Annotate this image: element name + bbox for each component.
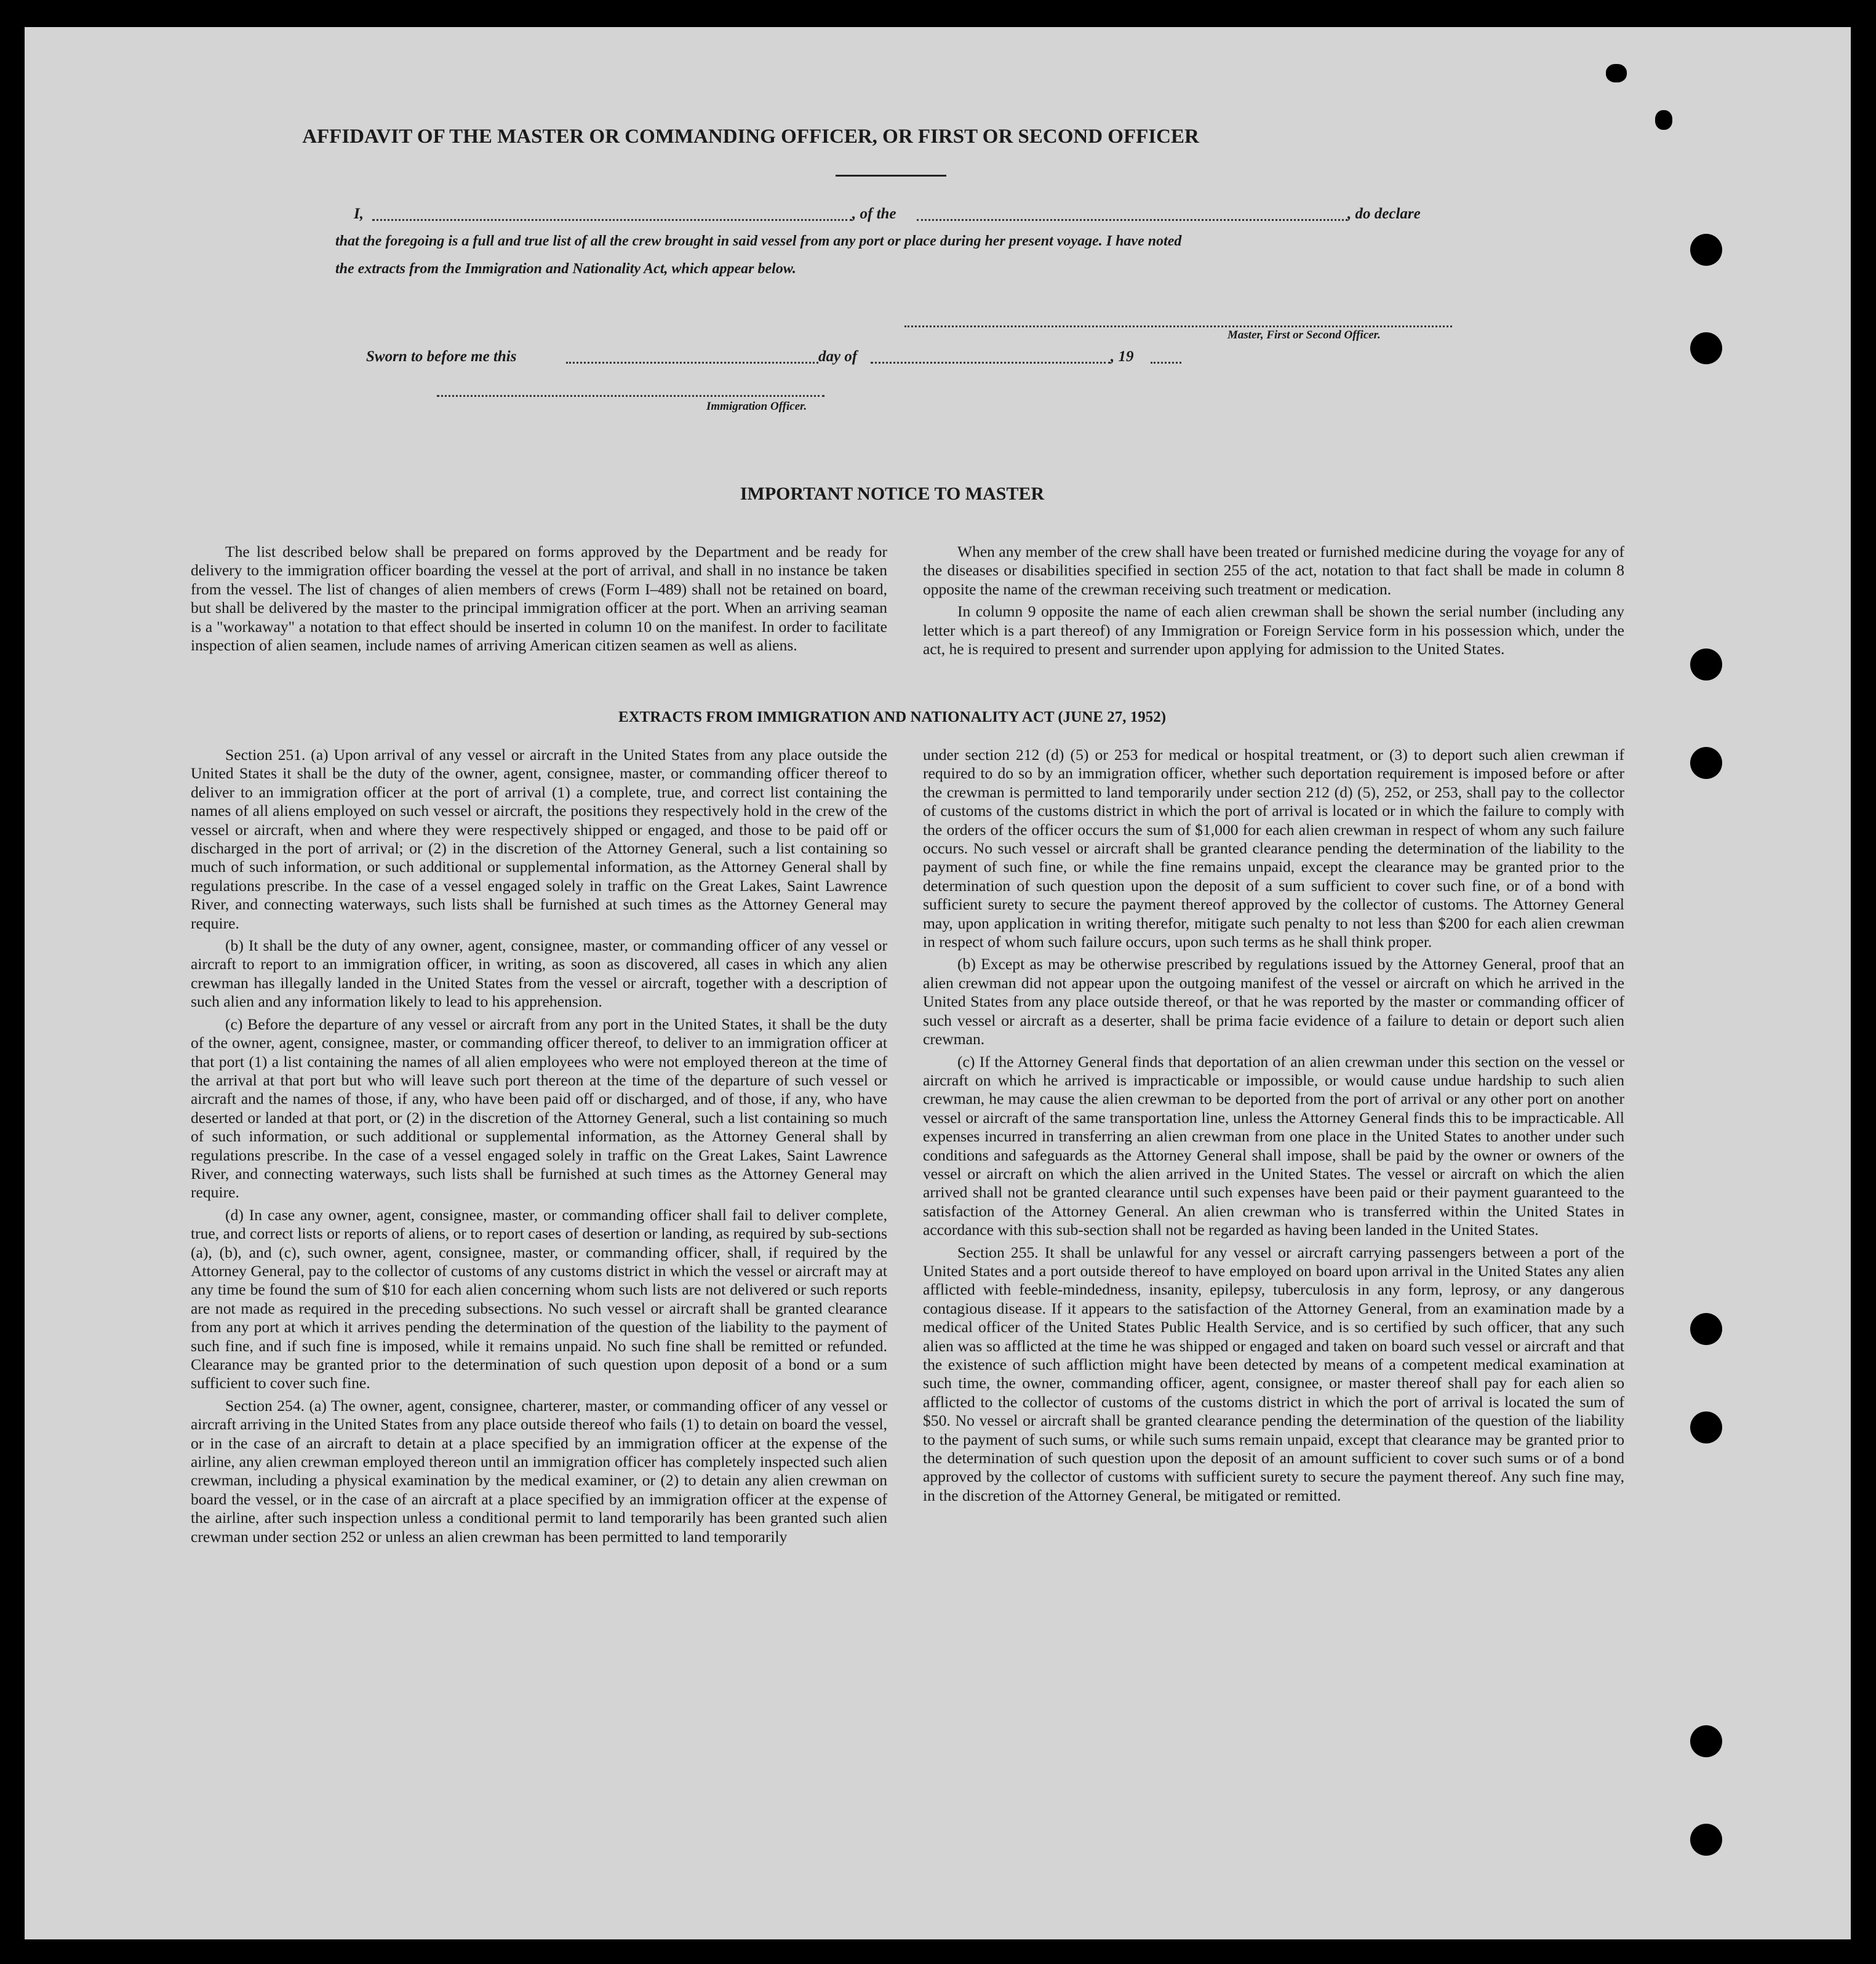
section-255: Section 255. It shall be unlawful for any vessel or aircraft carrying passengers between a port of the United States and a port outside thereof to have employed on board upon arrival in the United States any alien afflicted with feeble-mindedness, insanity, epilepsy, tuberculosis in any form, leprosy, or any dangerous contagious disease. If it appears to the satisfaction of the Attorney General, from an examination made by a medical officer of the United States Public Health Service, and is so certified by such officer, that any such alien was so afflicted at the time he was shipped or engaged and taken on board such vessel or aircraft and that the existence of such affliction might have been detected by means of a competent medical examination at such time, the owner, commanding officer, agent, consignee, or master thereof shall pay for each alien so afflicted to the collector of customs of the customs district in which the port of arrival is located the sum of $50. No vessel or aircraft shall be granted clearance pending the determination of the question of the liability to the payment of such sums, or while such sums remain unpaid, except that clearance may be granted prior to the determination of such question upon the deposit of an amount sufficient to cover such sums or of a bond approved by the collector of customs with sufficient surety to secure the payment thereof. Any such fine may, in the discretion of the Attorney General, be mitigated or remitted. [923,1243,1624,1504]
section-254-a-continued: under section 212 (d) (5) or 253 for medical or hospital treatment, or (3) to deport such alien crewman if required to do so by an immigration officer, whether such deportation requirement is imposed before or after the crewman is permitted to land temporarily under section 212 (d) (5), 252, or 253, shall pay to the collector of customs of the customs district in which the port of arrival is located or in which the failure to comply with the orders of the officer occurs the sum of $1,000 for each alien crewman in respect of whom any such failure occurs. No such vessel or aircraft shall be granted clearance pending the determination of the liability to the payment of such fine, or while the fine remains unpaid, except the clearance may be granted prior to the determination of such question upon the deposit of a sum sufficient to cover such fine, or of a bond with sufficient surety to secure the payment thereof approved by the collector of customs. The Attorney General may, upon application in writing therefor, mitigate such penalty to not less than $200 for each alien crewman in respect of whom such failure occurs, upon such terms as he shall think proper. [923,746,1624,951]
notice-left-text: The list described below shall be prepared on forms approved by the Department and be ready for delivery to the immigration officer boarding the vessel at the port of arrival, and shall in no instance be taken from the vessel. The list of changes of alien members of crews (Form I–489) shall not be retained on board, but shall be delivered by the master to the principal immigration officer at the port. When an arriving seaman is a "workaway" a notation to that effect should be inserted in column 10 on the manifest. In order to facilitate inspection of alien seamen, include names of arriving American citizen seamen as well as aliens. [191,543,887,655]
punch-hole [1690,649,1722,681]
section-251-c: (c) Before the departure of any vessel or aircraft from any port in the United States, it shall be the duty of the owner, agent, consignee, master, or commanding officer thereof, to deliver to an immigration officer at that port (1) a list containing the names of all alien employees who were not employed thereon at the time of the arrival at that port but who will leave such port thereon at the time of the departure of such vessel or aircraft and the names of those, if any, who have been paid off or discharged, and of those, if any, who have deserted or landed at that port, or (2) in the discretion of the Attorney General, such a list containing so much of such information, or such additional or supplemental information, as the Attorney General shall by regulations prescribe. In the case of a vessel engaged solely in traffic on the Great Lakes, Saint Lawrence River, and connecting waterways, such lists shall be furnished at such times as the Attorney General may require. [191,1015,887,1202]
punch-hole [1690,1725,1722,1757]
punch-hole [1690,234,1722,266]
affidavit-title: AFFIDAVIT OF THE MASTER OR COMMANDING OFFICER, OR FIRST OR SECOND OFFICER [302,126,1199,148]
of-the-label: , of the [852,206,896,222]
section-251-d: (d) In case any owner, agent, consignee, master, or commanding officer shall fail to deliver complete, true, and correct lists or reports of aliens, or to report cases of desertion or landing, as required by sub-sections (a), (b), and (c), such owner, agent, consignee, master, or commanding officer, shall, if required by the Attorney General, pay to the collector of customs of any customs district in which the vessel or aircraft may at any time be found the sum of $10 for each alien concerning whom such lists are not delivered or such reports are not made as required in the preceding subsections. No such vessel or aircraft shall be granted clearance from any port at which it arrives pending the determination of the question of the liability to the payment of such fine, and if such fine is imposed, while it remains unpaid. No such fine shall be remitted or refunded. Clearance may be granted prior to the determination of such question upon deposit of a bond or a sum sufficient to cover such fine. [191,1205,887,1392]
section-254-b: (b) Except as may be otherwise prescribed by regulations issued by the Attorney General, proof that an alien crewman did not appear upon the outgoing manifest of the vessel or aircraft on which he arrived in the United States from any place outside thereof, or that he was reported by the master or commanding officer of such vessel or aircraft as a deserter, shall be prima facie evidence of a failure to detain or deport such alien crewman. [923,955,1624,1048]
document-page [25,27,1851,1939]
punch-hole [1690,747,1722,779]
punch-hole [1690,332,1722,364]
ink-speck [1606,64,1627,82]
section-254-c: (c) If the Attorney General finds that deportation of an alien crewman under this section on the vessel or aircraft on which he arrived is impracticable or impossible, or would cause undue hardship to such alien crewman, he may cause the alien crewman to be deported from the port of arrival or any other port on another vessel or aircraft of the same transportation line, unless the Attorney General finds this to be impracticable. All expenses incurred in transferring an alien crewman from one place in the United States to another under such conditions and safeguards as the Attorney General shall impose, shall be paid by the owner or owners of the vessel or aircraft on which the alien arrived in the United States. The vessel or aircraft on which the alien arrived shall not be granted clearance until such expenses have been paid or their payment guaranteed to the satisfaction of the Attorney General. An alien crewman who is transferred within the United States in accordance with this sub-section shall not be regarded as having been landed in the United States. [923,1052,1624,1239]
name-blank[interactable] [372,219,852,221]
sworn-day-blank[interactable] [566,362,818,364]
notice-right-column [923,543,1624,662]
punch-hole [1690,1824,1722,1856]
year-label: , 19 [1111,348,1134,365]
extracts-title: EXTRACTS FROM IMMIGRATION AND NATIONALITY ACT (JUNE 27, 1952) [618,709,1167,725]
master-signature-blank[interactable] [904,325,1452,327]
ink-speck [1655,110,1672,130]
statement-line-1: that the foregoing is a full and true list of all the crew brought in said vessel from any port or place during her present voyage. I have noted [335,233,1182,249]
notice-left-paragraph [191,543,887,658]
do-declare-label: , do declare [1347,206,1421,222]
section-254-a: Section 254. (a) The owner, agent, consignee, charterer, master, or commanding officer of any vessel or aircraft arriving in the United States from any place outside thereof who fails (1) to detain on board the vessel, or in the case of an aircraft to detain at a place specified by an immigration officer at the expense of the airline, any alien crewman employed thereon until an immigration officer has completely inspected such alien crewman, including a physical examination by the medical examiner, or (2) to detain any alien crewman on board the vessel, or in the case of an aircraft at a place specified by an immigration officer at the expense of the airline, after such inspection unless a conditional permit to land temporarily has been granted such alien crewman under section 252 or unless an alien crewman has been permitted to land temporarily [191,1396,887,1546]
punch-hole [1690,1411,1722,1443]
section-251-b: (b) It shall be the duty of any owner, agent, consignee, master, or commanding officer of any vessel or aircraft to report to an immigration officer, in writing, as soon as discovered, all cases in which any alien crewman has illegally landed in the United States from the vessel or aircraft, together with a description of such alien and any information likely to lead to his apprehension. [191,936,887,1011]
notice-title: IMPORTANT NOTICE TO MASTER [740,484,1045,504]
officer-signature-blank[interactable] [437,395,824,397]
sworn-year-blank[interactable] [1151,362,1181,364]
title-underline [836,175,946,177]
officer-signature-label: Immigration Officer. [706,400,807,413]
vessel-blank[interactable] [917,219,1347,221]
extracts-left-column [191,746,887,1550]
extracts-right-column [923,746,1624,1509]
notice-right-text-2: In column 9 opposite the name of each alien crewman shall be shown the serial number (including any letter which is a part thereof) of any Immigration or Foreign Service form in his possession which, under the act, he is required to present and surrender upon applying for admission to the United States. [923,602,1624,658]
day-of-label: day of [818,348,858,365]
sworn-month-blank[interactable] [871,362,1111,364]
sworn-label: Sworn to before me this [366,348,517,365]
statement-line-2: the extracts from the Immigration and Nationality Act, which appear below. [335,261,796,277]
i-label: I, [354,206,364,222]
punch-hole [1690,1313,1722,1345]
section-251-a: Section 251. (a) Upon arrival of any vessel or aircraft in the United States from any place outside the United States it shall be the duty of the owner, agent, consignee, master, or commanding officer thereof to deliver to an immigration officer at the port of arrival (1) a complete, true, and correct list containing the names of all aliens employed on such vessel or aircraft, the positions they respectively hold in the crew of the vessel or aircraft, when and where they were respectively shipped or engaged, and those to be paid off or discharged in the port of arrival; or (2) in the discretion of the Attorney General, such a list containing so much of such information, or such additional or supplemental information, as the Attorney General shall by regulations prescribe. In the case of a vessel engaged solely in traffic on the Great Lakes, Saint Lawrence River, and connecting waterways, such lists shall be furnished at such times as the Attorney General may require. [191,746,887,932]
master-signature-label: Master, First or Second Officer. [1227,329,1381,341]
notice-right-text-1: When any member of the crew shall have been treated or furnished medicine during the voyage for any of the diseases or disabilities specified in section 255 of the act, notation to that fact shall be made in column 8 opposite the name of the crewman receiving such treatment or medication. [923,543,1624,598]
